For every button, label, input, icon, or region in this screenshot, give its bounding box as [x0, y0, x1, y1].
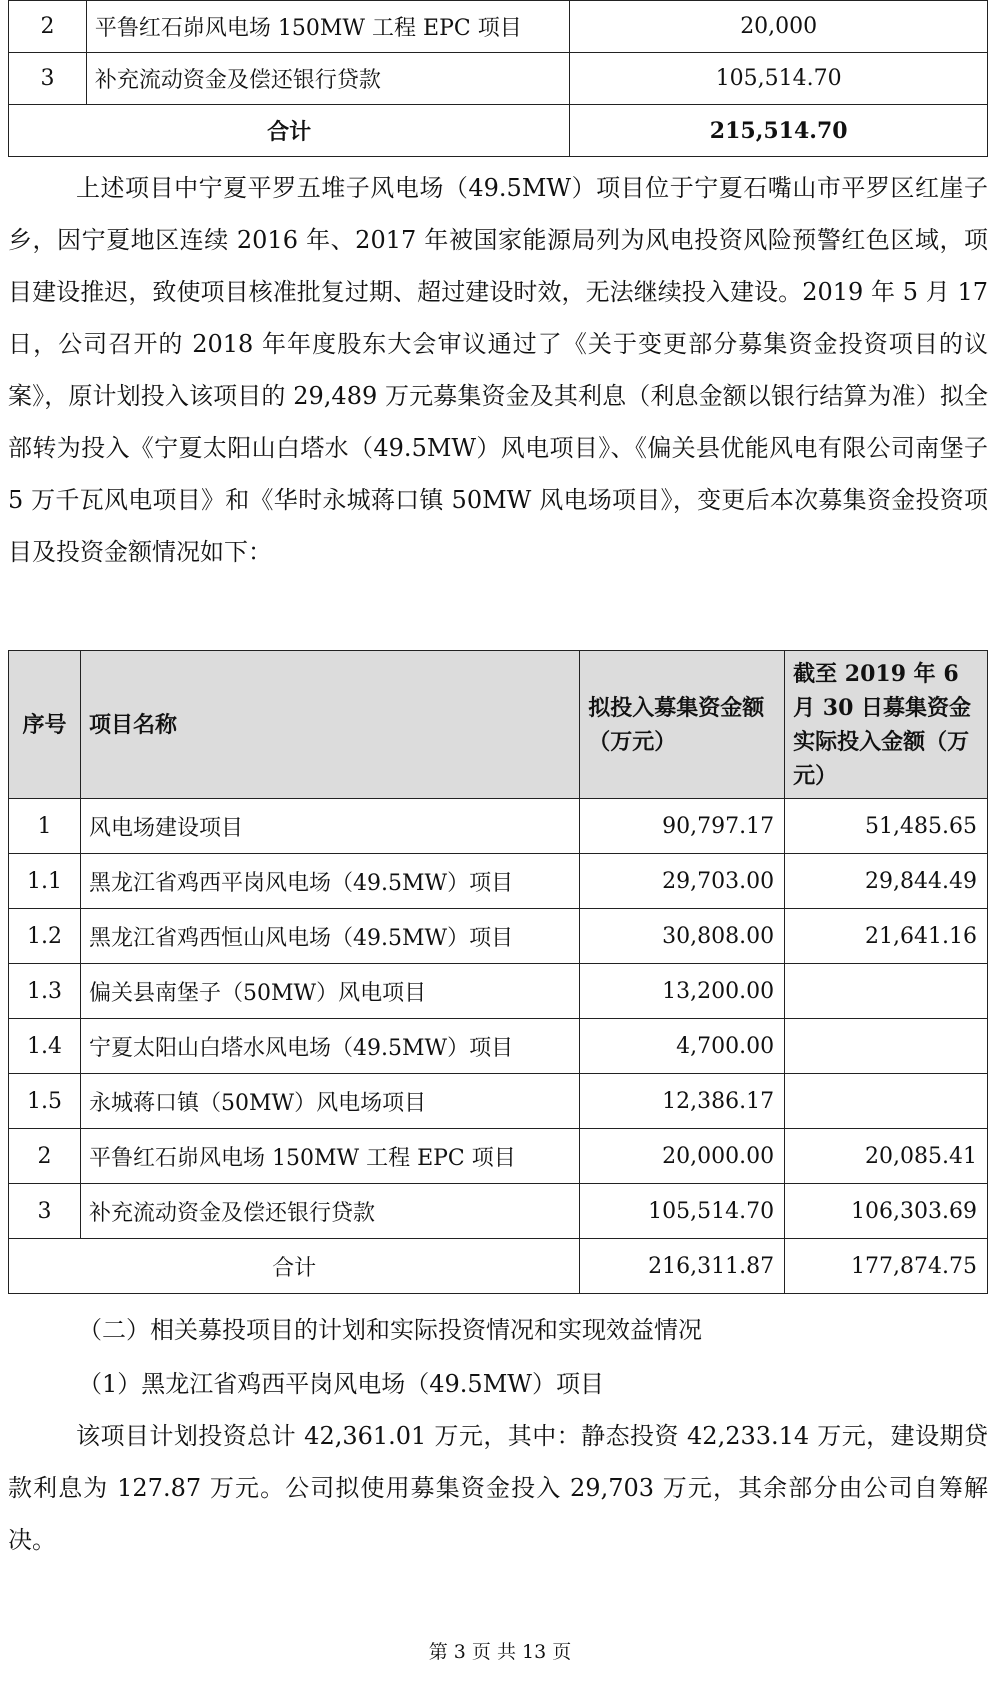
table-row — [9, 1074, 988, 1129]
row-number: 1.1 — [9, 854, 81, 909]
header-no: 序号 — [9, 651, 81, 799]
paragraph-investment: 该项目计划投资总计 42,361.01 万元，其中：静态投资 42,233.14 万元，建设期贷款利息为 127.87 万元。公司拟使用募集资金投入 29,703 万元，其余部分由公司自筹解决。 — [8, 1422, 988, 1554]
project-name: 平鲁红石峁风电场 150MW 工程 EPC 项目 — [86, 1, 569, 53]
project-name: 宁夏太阳山白塔水风电场（49.5MW）项目 — [80, 1019, 579, 1074]
planned-amount: 105,514.70 — [580, 1184, 785, 1239]
actual-amount: 20,085.41 — [785, 1129, 988, 1184]
actual-amount — [785, 964, 988, 1019]
actual-amount: 29,844.49 — [785, 854, 988, 909]
project-name: 风电场建设项目 — [80, 799, 579, 854]
actual-amount — [785, 1074, 988, 1129]
project-name: 黑龙江省鸡西恒山风电场（49.5MW）项目 — [80, 909, 579, 964]
row-number: 2 — [9, 1129, 81, 1184]
table-row — [9, 1129, 988, 1184]
actual-amount: 106,303.69 — [785, 1184, 988, 1239]
investment-table — [8, 650, 988, 1294]
row-number: 1.2 — [9, 909, 81, 964]
planned-amount: 12,386.17 — [580, 1074, 785, 1129]
subsection-heading: （1）黑龙江省鸡西平岗风电场（49.5MW）项目 — [78, 1370, 604, 1398]
actual-amount: 51,485.65 — [785, 799, 988, 854]
total-amount: 215,514.70 — [570, 105, 988, 157]
section-heading: （二）相关募投项目的计划和实际投资情况和实现效益情况 — [78, 1316, 702, 1344]
table-row — [9, 964, 988, 1019]
table-row — [9, 1019, 988, 1074]
planned-amount: 20,000.00 — [580, 1129, 785, 1184]
planned-amount: 4,700.00 — [580, 1019, 785, 1074]
table-row — [9, 799, 988, 854]
planned-amount: 13,200.00 — [580, 964, 785, 1019]
total-actual: 177,874.75 — [785, 1239, 988, 1294]
table-header-row — [9, 651, 988, 799]
table-row — [9, 854, 988, 909]
header-actual: 截至 2019 年 6 月 30 日募集资金实际投入金额（万元） — [785, 651, 988, 799]
top-table — [8, 0, 988, 157]
header-planned: 拟投入募集资金额（万元） — [580, 651, 785, 799]
total-row — [9, 1239, 988, 1294]
table-row — [9, 909, 988, 964]
planned-amount: 30,808.00 — [580, 909, 785, 964]
project-name: 补充流动资金及偿还银行贷款 — [80, 1184, 579, 1239]
amount: 20,000 — [570, 1, 988, 53]
total-label: 合计 — [9, 105, 570, 157]
project-name: 永城蒋口镇（50MW）风电场项目 — [80, 1074, 579, 1129]
total-planned: 216,311.87 — [580, 1239, 785, 1294]
amount: 105,514.70 — [570, 53, 988, 105]
table-row — [9, 53, 988, 105]
row-number: 1.4 — [9, 1019, 81, 1074]
planned-amount: 90,797.17 — [580, 799, 785, 854]
project-name: 平鲁红石峁风电场 150MW 工程 EPC 项目 — [80, 1129, 579, 1184]
project-name: 偏关县南堡子（50MW）风电项目 — [80, 964, 579, 1019]
row-number: 1 — [9, 799, 81, 854]
project-name: 黑龙江省鸡西平岗风电场（49.5MW）项目 — [80, 854, 579, 909]
page-footer: 第 3 页 共 13 页 — [428, 1641, 572, 1663]
header-name: 项目名称 — [80, 651, 579, 799]
project-name: 补充流动资金及偿还银行贷款 — [86, 53, 569, 105]
paragraph-project-change: 上述项目中宁夏平罗五堆子风电场（49.5MW）项目位于宁夏石嘴山市平罗区红崖子乡，因宁夏地区连续 2016 年、2017 年被国家能源局列为风电投资风险预警红色区域，项目建设推迟，致使项目核准批复过期、超过建设时效，无法继续投入建设。2019 年 5 月 17 日，公司召开的 2018 年年度股东大会审议通过了《关于变更部分募集资金投资项目的议案》，原计划投入该项目的 29,489 万元募集资金及其利息（利息金额以银行结算为准）拟全部转为投入《宁夏太阳山白塔水（49.5MW）风电项目》、《偏关县优能风电有限公司南堡子 5 万千瓦风电项目》和《华时永城蒋口镇 50MW 风电场项目》，变更后本次募集资金投资项目及投资金额情况如下： — [8, 174, 988, 566]
actual-amount — [785, 1019, 988, 1074]
planned-amount: 29,703.00 — [580, 854, 785, 909]
row-number: 1.3 — [9, 964, 81, 1019]
row-number: 3 — [9, 53, 87, 105]
table-row — [9, 1184, 988, 1239]
total-row — [9, 105, 988, 157]
row-number: 3 — [9, 1184, 81, 1239]
table-row — [9, 1, 988, 53]
row-number: 2 — [9, 1, 87, 53]
total-label: 合计 — [9, 1239, 580, 1294]
actual-amount: 21,641.16 — [785, 909, 988, 964]
row-number: 1.5 — [9, 1074, 81, 1129]
